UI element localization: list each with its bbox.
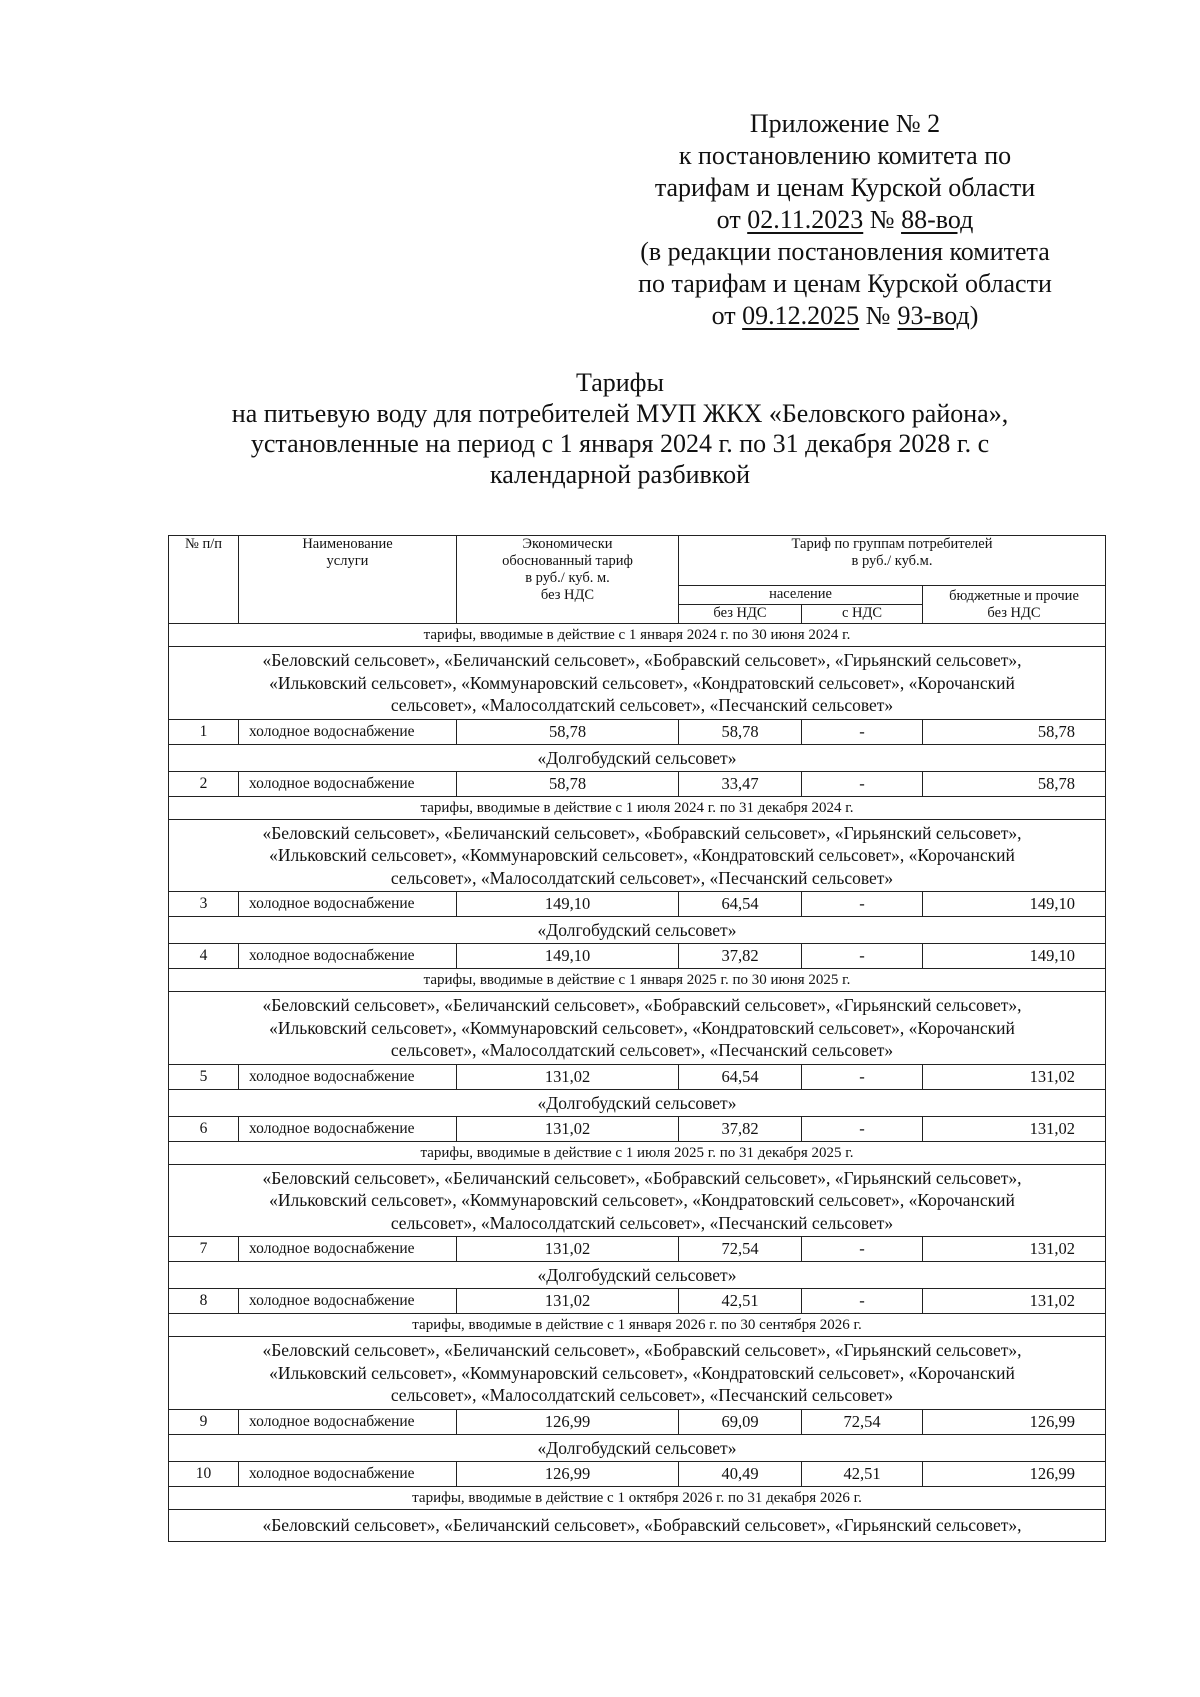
row-num: 9: [169, 1409, 239, 1434]
period-row: тарифы, вводимые в действие с 1 января 2024 г. по 30 июня 2024 г.: [169, 624, 1106, 647]
row-pop-vat: -: [802, 771, 923, 796]
row-pop-vat: -: [802, 944, 923, 969]
row-pop-vat: -: [802, 719, 923, 744]
row-pop-no-vat: 37,82: [679, 1116, 802, 1141]
row-budget: 58,78: [923, 719, 1106, 744]
table-row: [169, 1461, 1106, 1486]
row-pop-vat: -: [802, 1289, 923, 1314]
decree-date: 02.11.2023: [747, 205, 864, 234]
row-econ-tariff: 149,10: [457, 892, 679, 917]
row-service: холодное водоснабжение: [239, 1461, 457, 1486]
row-pop-no-vat: 64,54: [679, 1064, 802, 1089]
row-econ-tariff: 58,78: [457, 771, 679, 796]
approval-decree-ref: от 02.11.2023 № 88-вод: [716, 205, 974, 234]
row-budget: 149,10: [923, 892, 1106, 917]
period-row: тарифы, вводимые в действие с 1 января 2025 г. по 30 июня 2025 г.: [169, 969, 1106, 992]
settlements-group: «Беловский сельсовет», «Беличанский сельсовет», «Бобравский сельсовет», «Гирьянский сельсовет», «Ильковский сельсовет», «Коммунаровский сельсовет», «Кондратовский сельсовет», «Корочанский сельсовет», «Малосолдатский сельсовет», «Песчанский сельсовет»: [169, 647, 1106, 720]
row-num: 4: [169, 944, 239, 969]
approval-line: (в редакции постановления комитета: [640, 237, 1050, 266]
row-pop-vat: 72,54: [802, 1409, 923, 1434]
period-row: тарифы, вводимые в действие с 1 октября 2026 г. по 31 декабря 2026 г.: [169, 1486, 1106, 1509]
row-pop-vat: -: [802, 892, 923, 917]
settlements-group: «Беловский сельсовет», «Беличанский сельсовет», «Бобравский сельсовет», «Гирьянский сельсовет», «Ильковский сельсовет», «Коммунаровский сельсовет», «Кондратовский сельсовет», «Корочанский сельсовет», «Малосолдатский сельсовет», «Песчанский сельсовет»: [169, 819, 1106, 892]
row-num: 7: [169, 1237, 239, 1262]
settlement-dolgobud: «Долгобудский сельсовет»: [169, 1434, 1106, 1461]
row-pop-vat: -: [802, 1237, 923, 1262]
title-line: на питьевую воду для потребителей МУП ЖКХ «Беловского района»,: [231, 398, 1009, 428]
approval-appendix: Приложение № 2: [749, 109, 941, 138]
revision-date: 09.12.2025: [742, 301, 860, 330]
row-num: 5: [169, 1064, 239, 1089]
settlements-group: «Беловский сельсовет», «Беличанский сельсовет», «Бобравский сельсовет», «Гирьянский сельсовет», «Ильковский сельсовет», «Коммунаровский сельсовет», «Кондратовский сельсовет», «Корочанский сельсовет», «Малосолдатский сельсовет», «Песчанский сельсовет»: [169, 992, 1106, 1065]
row-num: 1: [169, 719, 239, 744]
row-budget: 126,99: [923, 1409, 1106, 1434]
table-row: [169, 1064, 1106, 1089]
row-pop-vat: -: [802, 1064, 923, 1089]
approval-line: тарифам и ценам Курской области: [654, 173, 1036, 202]
row-service: холодное водоснабжение: [239, 944, 457, 969]
header-economic-tariff: Экономически обоснованный тариф в руб./ куб. м. без НДС: [457, 536, 679, 624]
table-row: [169, 1289, 1106, 1314]
settlement-dolgobud: «Долгобудский сельсовет»: [169, 1262, 1106, 1289]
row-budget: 131,02: [923, 1116, 1106, 1141]
row-pop-no-vat: 72,54: [679, 1237, 802, 1262]
row-service: холодное водоснабжение: [239, 1116, 457, 1141]
row-pop-no-vat: 37,82: [679, 944, 802, 969]
row-budget: 131,02: [923, 1237, 1106, 1262]
header-population-vat: с НДС: [802, 605, 923, 624]
header-service: Наименование услуги: [239, 536, 457, 624]
table-row: [169, 1237, 1106, 1262]
row-service: холодное водоснабжение: [239, 1237, 457, 1262]
row-num: 8: [169, 1289, 239, 1314]
settlement-dolgobud: «Долгобудский сельсовет»: [169, 1089, 1106, 1116]
table-row: [169, 892, 1106, 917]
revision-number: 93-вод: [897, 301, 970, 330]
header-consumer-groups: Тариф по группам потребителей в руб./ куб.м.: [679, 536, 1106, 586]
settlements-group: «Беловский сельсовет», «Беличанский сельсовет», «Бобравский сельсовет», «Гирьянский сельсовет», «Ильковский сельсовет», «Коммунаровский сельсовет», «Кондратовский сельсовет», «Корочанский сельсовет», «Малосолдатский сельсовет», «Песчанский сельсовет»: [169, 1164, 1106, 1237]
approval-line: по тарифам и ценам Курской области: [638, 269, 1052, 298]
header-population: население: [679, 586, 923, 605]
row-service: холодное водоснабжение: [239, 892, 457, 917]
row-econ-tariff: 126,99: [457, 1461, 679, 1486]
table-row: [169, 944, 1106, 969]
title-line: установленные на период с 1 января 2024 г. по 31 декабря 2028 г. с: [250, 429, 990, 458]
row-pop-vat: 42,51: [802, 1461, 923, 1486]
approval-line: к постановлению комитета по: [678, 141, 1012, 170]
row-econ-tariff: 131,02: [457, 1289, 679, 1314]
period-row: тарифы, вводимые в действие с 1 июля 2024 г. по 31 декабря 2024 г.: [169, 796, 1106, 819]
row-num: 3: [169, 892, 239, 917]
settlements-group: «Беловский сельсовет», «Беличанский сельсовет», «Бобравский сельсовет», «Гирьянский сельсовет», «Ильковский сельсовет», «Коммунаровский сельсовет», «Кондратовский сельсовет», «Корочанский сельсовет», «Малосолдатский сельсовет», «Песчанский сельсовет»: [169, 1337, 1106, 1410]
table-row: [169, 1116, 1106, 1141]
row-budget: 58,78: [923, 771, 1106, 796]
row-service: холодное водоснабжение: [239, 1064, 457, 1089]
row-econ-tariff: 131,02: [457, 1116, 679, 1141]
table-row: [169, 719, 1106, 744]
settlement-dolgobud: «Долгобудский сельсовет»: [169, 744, 1106, 771]
row-service: холодное водоснабжение: [239, 1409, 457, 1434]
row-budget: 126,99: [923, 1461, 1106, 1486]
row-pop-no-vat: 69,09: [679, 1409, 802, 1434]
title-line: календарной разбивкой: [490, 459, 750, 489]
period-row: тарифы, вводимые в действие с 1 июля 2025 г. по 31 декабря 2025 г.: [169, 1141, 1106, 1164]
document-title: [170, 368, 1070, 490]
row-pop-no-vat: 42,51: [679, 1289, 802, 1314]
row-pop-no-vat: 58,78: [679, 719, 802, 744]
approval-revision-ref: от 09.12.2025 № 93-вод): [711, 301, 979, 330]
table-row: [169, 771, 1106, 796]
row-econ-tariff: 126,99: [457, 1409, 679, 1434]
row-service: холодное водоснабжение: [239, 771, 457, 796]
table-row: [169, 1409, 1106, 1434]
row-pop-no-vat: 64,54: [679, 892, 802, 917]
period-row: тарифы, вводимые в действие с 1 января 2026 г. по 30 сентября 2026 г.: [169, 1314, 1106, 1337]
row-econ-tariff: 58,78: [457, 719, 679, 744]
row-budget: 131,02: [923, 1064, 1106, 1089]
decree-number: 88-вод: [901, 205, 974, 234]
row-num: 10: [169, 1461, 239, 1486]
row-pop-vat: -: [802, 1116, 923, 1141]
row-budget: 131,02: [923, 1289, 1106, 1314]
header-budget: бюджетные и прочие без НДС: [923, 586, 1106, 624]
row-pop-no-vat: 33,47: [679, 771, 802, 796]
header-num: № п/п: [169, 536, 239, 624]
row-num: 2: [169, 771, 239, 796]
row-budget: 149,10: [923, 944, 1106, 969]
row-pop-no-vat: 40,49: [679, 1461, 802, 1486]
tariff-table: [168, 535, 1106, 1542]
row-num: 6: [169, 1116, 239, 1141]
row-service: холодное водоснабжение: [239, 719, 457, 744]
approval-block: [620, 108, 1070, 332]
settlements-group-partial: «Беловский сельсовет», «Беличанский сельсовет», «Бобравский сельсовет», «Гирьянский сельсовет»,: [169, 1509, 1106, 1541]
row-econ-tariff: 149,10: [457, 944, 679, 969]
row-service: холодное водоснабжение: [239, 1289, 457, 1314]
header-population-no-vat: без НДС: [679, 605, 802, 624]
row-econ-tariff: 131,02: [457, 1064, 679, 1089]
settlement-dolgobud: «Долгобудский сельсовет»: [169, 917, 1106, 944]
row-econ-tariff: 131,02: [457, 1237, 679, 1262]
title-heading: Тарифы: [575, 368, 664, 397]
